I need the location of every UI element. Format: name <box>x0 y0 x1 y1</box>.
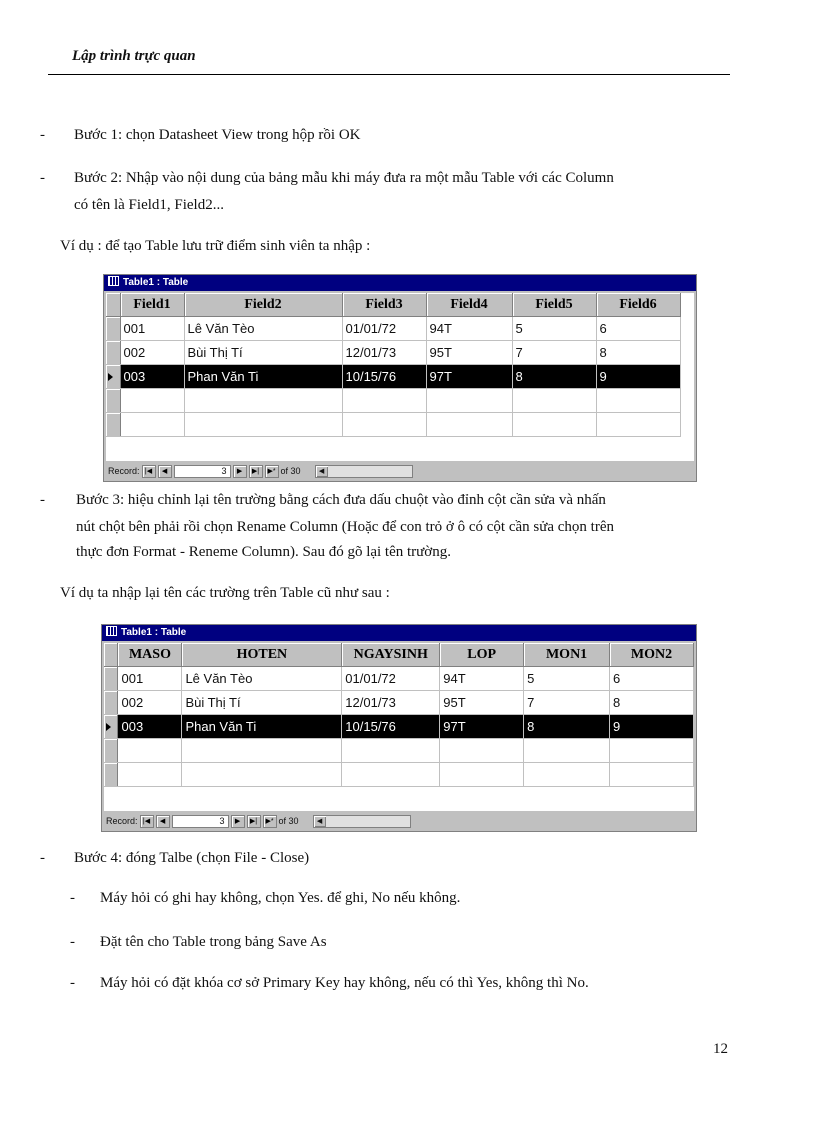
table-cell[interactable] <box>182 763 342 787</box>
sub-bullet-dash: - <box>70 975 75 991</box>
corner-selector[interactable] <box>106 293 120 317</box>
table-cell[interactable]: 10/15/76 <box>342 365 426 389</box>
step-3-line-1: Bước 3: hiệu chỉnh lại tên trường bằng cách đưa dấu chuột vào đỉnh cột cần sửa và nhấn <box>76 492 606 508</box>
datasheet-table <box>104 643 694 787</box>
first-record-icon[interactable]: |◀ <box>140 815 154 828</box>
datasheet-grid[interactable] <box>106 293 694 461</box>
column-header[interactable]: Field6 <box>596 293 680 317</box>
record-label: Record: <box>106 816 138 826</box>
table-cell[interactable] <box>118 763 182 787</box>
bullet-dash: - <box>40 170 45 186</box>
table-cell[interactable] <box>512 413 596 437</box>
next-record-icon[interactable]: ▶ <box>231 815 245 828</box>
bullet-dash: - <box>40 492 45 508</box>
corner-selector[interactable] <box>104 643 118 667</box>
sub-item-1: Máy hỏi có ghi hay không, chọn Yes. để ghi, No nếu không. <box>100 890 461 906</box>
row-selector[interactable] <box>106 365 120 389</box>
table-cell[interactable]: 5 <box>524 667 610 691</box>
row-selector[interactable] <box>104 667 118 691</box>
table-cell[interactable] <box>342 763 440 787</box>
table-cell[interactable] <box>182 739 342 763</box>
table-cell[interactable]: 8 <box>524 715 610 739</box>
table-cell[interactable] <box>596 389 680 413</box>
horizontal-scrollbar[interactable] <box>313 815 411 828</box>
empty-row <box>104 763 694 787</box>
scroll-left-icon[interactable]: ◀ <box>316 466 328 477</box>
sub-bullet-dash: - <box>70 934 75 950</box>
header-row <box>106 293 680 317</box>
table-cell[interactable]: 9 <box>596 365 680 389</box>
datasheet-window-2 <box>101 624 697 832</box>
table-cell[interactable] <box>524 763 610 787</box>
table-cell[interactable] <box>118 739 182 763</box>
table-cell[interactable] <box>342 413 426 437</box>
table-cell[interactable] <box>512 389 596 413</box>
column-header[interactable]: MON1 <box>524 643 610 667</box>
table-cell[interactable]: 8 <box>610 691 694 715</box>
table-cell[interactable] <box>426 389 512 413</box>
step-3-line-2: nút chột bên phải rồi chọn Rename Column (Hoặc để con trỏ ở ô có cột cần sửa chọn trên <box>76 519 614 535</box>
datasheet-titlebar[interactable] <box>102 625 696 641</box>
table-cell[interactable] <box>342 389 426 413</box>
record-navigator <box>106 463 694 479</box>
table-cell[interactable]: 002 <box>120 341 184 365</box>
table-cell[interactable]: 97T <box>440 715 524 739</box>
table-cell[interactable]: Phan Văn Ti <box>184 365 342 389</box>
table-cell[interactable]: 95T <box>426 341 512 365</box>
current-record-icon <box>108 373 113 381</box>
table-cell[interactable]: 003 <box>120 365 184 389</box>
table-cell[interactable]: 8 <box>596 341 680 365</box>
table-icon <box>108 276 119 286</box>
step-3-line-3: thực đơn Format - Reneme Column). Sau đó gõ lại tên trường. <box>76 544 451 560</box>
document-header-title: Lập trình trực quan <box>72 48 196 64</box>
record-count: of 30 <box>280 466 301 476</box>
table-row <box>106 341 680 365</box>
table-cell[interactable] <box>120 413 184 437</box>
column-header[interactable]: MON2 <box>610 643 694 667</box>
row-selector[interactable] <box>106 389 120 413</box>
step-4-text: Bước 4: đóng Talbe (chọn File - Close) <box>74 850 310 866</box>
table-cell[interactable]: Bùi Thị Tí <box>184 341 342 365</box>
table-cell[interactable] <box>596 413 680 437</box>
bullet-dash: - <box>40 850 45 866</box>
sub-item-2: Đặt tên cho Table trong bảng Save As <box>100 934 327 950</box>
table-cell[interactable]: 6 <box>610 667 694 691</box>
table-cell[interactable]: 6 <box>596 317 680 341</box>
bullet-dash: - <box>40 127 45 143</box>
table-cell[interactable] <box>610 763 694 787</box>
table-cell[interactable]: 10/15/76 <box>342 715 440 739</box>
table-cell[interactable]: 7 <box>512 341 596 365</box>
table-row <box>106 317 680 341</box>
empty-row <box>104 739 694 763</box>
example-2-text: Ví dụ ta nhập lại tên các trường trên Table cũ như sau : <box>60 585 390 601</box>
table-cell[interactable]: 94T <box>440 667 524 691</box>
prev-record-icon[interactable]: ◀ <box>156 815 170 828</box>
next-record-icon[interactable]: ▶ <box>233 465 247 478</box>
table-cell[interactable]: Lê Văn Tèo <box>182 667 342 691</box>
row-selector[interactable] <box>104 691 118 715</box>
table-cell[interactable] <box>342 739 440 763</box>
scroll-left-icon[interactable]: ◀ <box>314 816 326 827</box>
row-selector[interactable] <box>106 341 120 365</box>
table-cell[interactable]: 001 <box>118 667 182 691</box>
prev-record-icon[interactable]: ◀ <box>158 465 172 478</box>
table-cell[interactable]: 94T <box>426 317 512 341</box>
row-selector[interactable] <box>104 739 118 763</box>
table-cell[interactable]: 7 <box>524 691 610 715</box>
new-record-icon[interactable]: ▶* <box>265 465 279 478</box>
row-selector[interactable] <box>106 317 120 341</box>
column-header[interactable]: HOTEN <box>182 643 342 667</box>
window-title: Table1 : Table <box>123 277 189 288</box>
row-selector[interactable] <box>106 413 120 437</box>
datasheet-window-1 <box>103 274 697 482</box>
record-label: Record: <box>108 466 140 476</box>
table-cell[interactable]: 01/01/72 <box>342 667 440 691</box>
record-number-input[interactable]: 3 <box>174 465 231 478</box>
record-number-input[interactable]: 3 <box>172 815 229 828</box>
column-header[interactable]: Field2 <box>184 293 342 317</box>
table-cell[interactable]: Phan Văn Ti <box>182 715 342 739</box>
table-cell[interactable] <box>440 739 524 763</box>
table-cell[interactable]: 001 <box>120 317 184 341</box>
window-title: Table1 : Table <box>121 627 187 638</box>
table-cell[interactable]: 5 <box>512 317 596 341</box>
table-row <box>104 667 694 691</box>
column-header[interactable]: LOP <box>440 643 524 667</box>
new-record-icon[interactable]: ▶* <box>263 815 277 828</box>
table-row <box>104 691 694 715</box>
table-cell[interactable]: 003 <box>118 715 182 739</box>
column-header[interactable]: Field4 <box>426 293 512 317</box>
empty-row <box>106 389 680 413</box>
last-record-icon[interactable]: ▶| <box>247 815 261 828</box>
step-2-line-1: Bước 2: Nhập vào nội dung của bảng mẫu khi máy đưa ra một mẫu Table với các Column <box>74 170 614 186</box>
table-cell[interactable] <box>184 413 342 437</box>
table-row-selected <box>104 715 694 739</box>
datasheet-table <box>106 293 681 437</box>
table-cell[interactable]: 8 <box>512 365 596 389</box>
step-2-line-2: có tên là Field1, Field2... <box>74 197 224 213</box>
table-cell[interactable]: 12/01/73 <box>342 691 440 715</box>
row-selector[interactable] <box>104 715 118 739</box>
table-cell[interactable]: 95T <box>440 691 524 715</box>
table-cell[interactable]: Lê Văn Tèo <box>184 317 342 341</box>
record-navigator <box>104 813 694 829</box>
sub-bullet-dash: - <box>70 890 75 906</box>
sub-item-3: Máy hỏi có đặt khóa cơ sở Primary Key hay không, nếu có thì Yes, không thì No. <box>100 975 589 991</box>
header-row <box>104 643 694 667</box>
table-cell[interactable]: Bùi Thị Tí <box>182 691 342 715</box>
column-header[interactable]: Field3 <box>342 293 426 317</box>
header-rule <box>48 74 730 75</box>
table-cell[interactable]: 12/01/73 <box>342 341 426 365</box>
first-record-icon[interactable]: |◀ <box>142 465 156 478</box>
record-count: of 30 <box>278 816 299 826</box>
table-cell[interactable] <box>426 413 512 437</box>
table-cell[interactable] <box>440 763 524 787</box>
table-cell[interactable]: 9 <box>610 715 694 739</box>
table-cell[interactable]: 002 <box>118 691 182 715</box>
column-header[interactable]: NGAYSINH <box>342 643 440 667</box>
table-cell[interactable] <box>120 389 184 413</box>
table-cell[interactable]: 97T <box>426 365 512 389</box>
datasheet-grid[interactable] <box>104 643 694 811</box>
column-header[interactable]: Field1 <box>120 293 184 317</box>
column-header[interactable]: MASO <box>118 643 182 667</box>
row-selector[interactable] <box>104 763 118 787</box>
example-1-text: Ví dụ : để tạo Table lưu trữ điểm sinh viên ta nhập : <box>60 238 371 254</box>
empty-row <box>106 413 680 437</box>
table-cell[interactable] <box>610 739 694 763</box>
horizontal-scrollbar[interactable] <box>315 465 413 478</box>
current-record-icon <box>106 723 111 731</box>
datasheet-titlebar[interactable] <box>104 275 696 291</box>
table-row-selected <box>106 365 680 389</box>
step-1-text: Bước 1: chọn Datasheet View trong hộp rồi OK <box>74 127 361 143</box>
page-number: 12 <box>713 1041 728 1057</box>
column-header[interactable]: Field5 <box>512 293 596 317</box>
table-icon <box>106 626 117 636</box>
table-cell[interactable] <box>524 739 610 763</box>
last-record-icon[interactable]: ▶| <box>249 465 263 478</box>
table-cell[interactable] <box>184 389 342 413</box>
table-cell[interactable]: 01/01/72 <box>342 317 426 341</box>
